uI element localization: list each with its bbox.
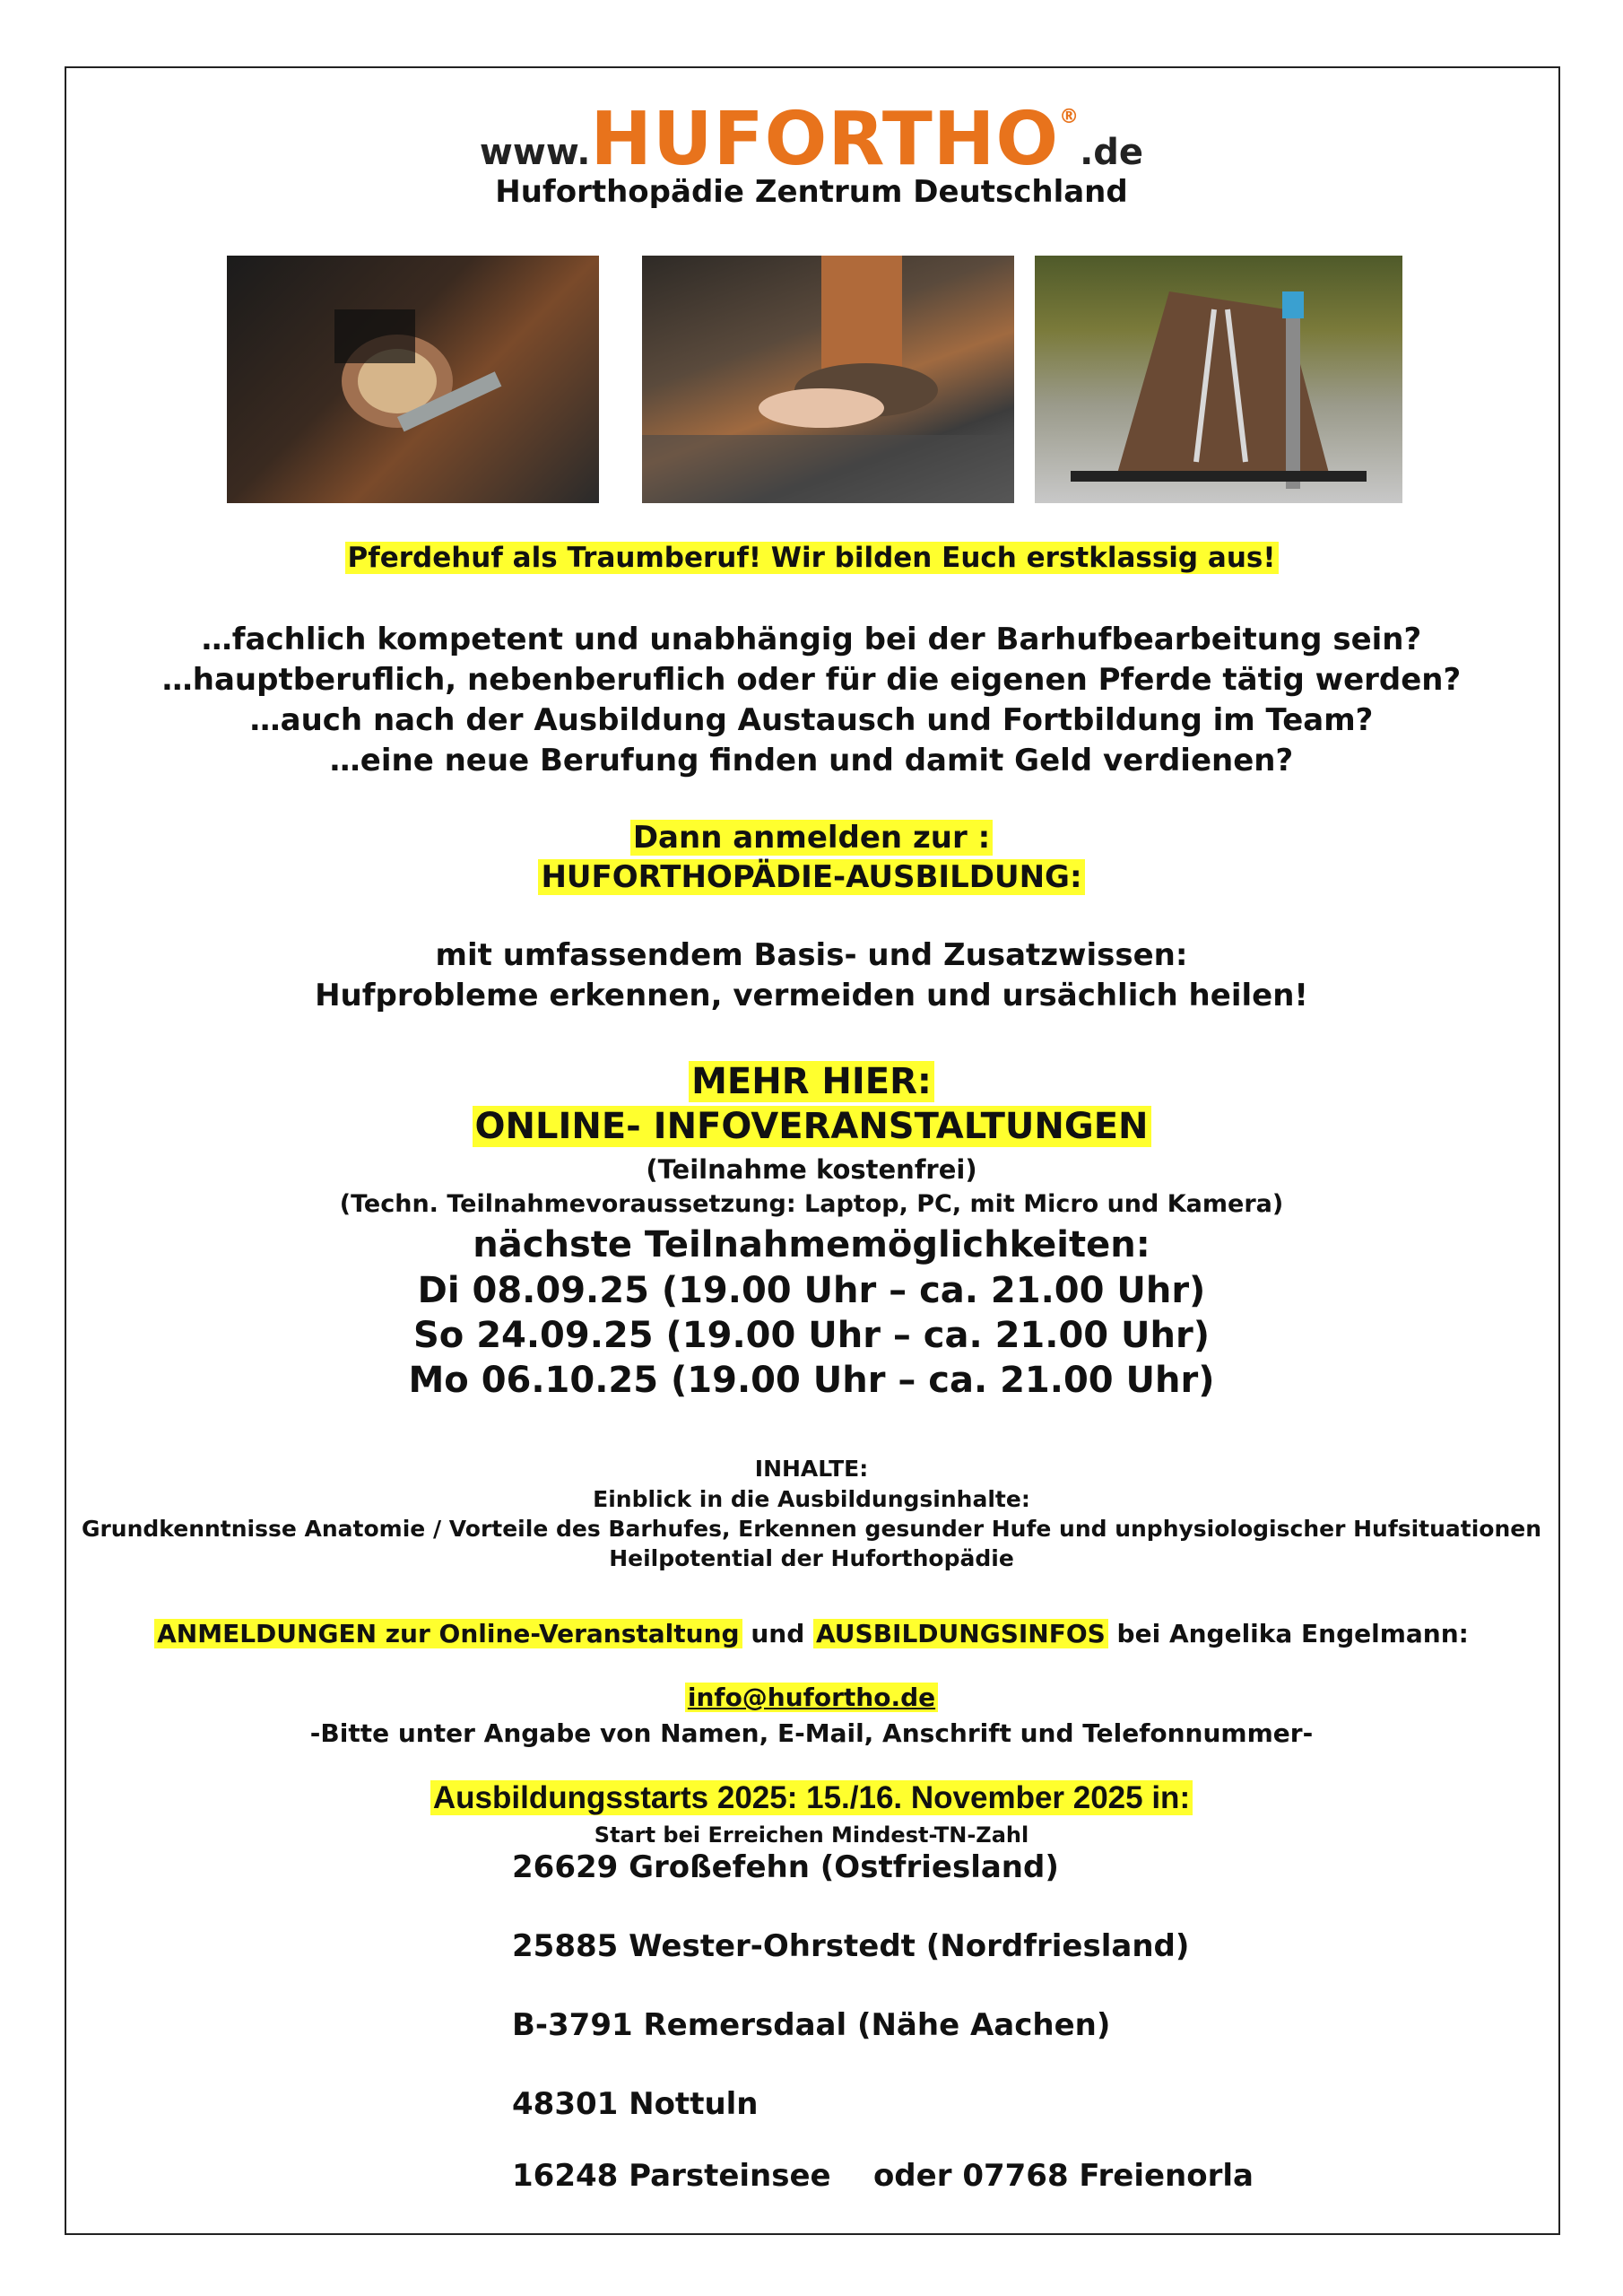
hoof-trimming-illustration [227, 256, 599, 503]
more-here-text: MEHR HIER: [689, 1061, 934, 1102]
hoof-trimming-photo [227, 256, 599, 503]
registration-and: und [742, 1619, 813, 1648]
registration-note: -Bitte unter Angabe von Namen, E-Mail, Anschrift und Telefonnummer- [309, 1718, 1314, 1748]
registration-contact: bei Angelika Engelmann: [1107, 1619, 1469, 1648]
location-3: B-3791 Remersdaal (Nähe Aachen) [512, 2007, 1111, 2043]
registration-online-event: ANMELDUNGEN zur Online-Veranstaltung [154, 1619, 742, 1648]
date-2: So 24.09.25 (19.00 Uhr – ca. 21.00 Uhr) [412, 1315, 1211, 1356]
email-line [0, 1683, 1623, 1712]
logo-brand-text: HUFORTHO [590, 97, 1060, 182]
cta-line-2 [0, 859, 1623, 895]
registered-mark: ® [1059, 106, 1081, 128]
date-3: Mo 06.10.25 (19.00 Uhr – ca. 21.00 Uhr) [408, 1360, 1215, 1401]
hoof-hand-photo [642, 256, 1014, 503]
headline-text: Pferdehuf als Traumberuf! Wir bilden Euch erstklassig aus! [345, 542, 1279, 574]
cta-line-1-text: Dann anmelden zur : [630, 820, 993, 856]
starts-title-text: Ausbildungsstarts 2025: 15./16. November 2025 in: [430, 1780, 1193, 1815]
location-4: 48301 Nottuln [512, 2086, 759, 2122]
contents-line-2: Grundkenntnisse Anatomie / Vorteile des Barhufes, Erkennen gesunder Hufe und unphysiologischer Hufsituationen [81, 1516, 1542, 1542]
tools-apron-photo [1035, 256, 1402, 503]
contents-line-3: Heilpotential der Huforthopädie [609, 1545, 1014, 1571]
logo-www: www. [479, 132, 591, 173]
starts-note: Start bei Erreichen Mindest-TN-Zahl [594, 1822, 1029, 1848]
question-3: …auch nach der Ausbildung Austausch und Fortbildung im Team? [249, 702, 1374, 738]
email-link[interactable]: info@hufortho.de [685, 1683, 938, 1712]
cta-line-2-text: HUFORTHOPÄDIE-AUSBILDUNG: [538, 859, 1084, 895]
subtitle: Huforthopädie Zentrum Deutschland [495, 174, 1128, 210]
online-events [0, 1106, 1623, 1147]
knowledge-line-1: mit umfassendem Basis- und Zusatzwissen: [435, 937, 1188, 973]
question-1: …fachlich kompetent und unabhängig bei der Barhufbearbeitung sein? [201, 622, 1422, 657]
free-participation: (Teilnahme kostenfrei) [646, 1154, 977, 1185]
knowledge-line-2: Hufprobleme erkennen, vermeiden und ursächlich heilen! [315, 978, 1308, 1013]
next-dates-title: nächste Teilnahmemöglichkeiten: [473, 1224, 1150, 1265]
date-1: Di 08.09.25 (19.00 Uhr – ca. 21.00 Uhr) [417, 1270, 1206, 1311]
location-5: 16248 Parsteinsee oder 07768 Freienorla [512, 2158, 1254, 2194]
headline [0, 542, 1623, 574]
location-1: 26629 Großefehn (Ostfriesland) [512, 1849, 1059, 1885]
online-events-text: ONLINE- INFOVERANSTALTUNGEN [473, 1106, 1151, 1147]
hoof-hand-illustration [642, 256, 1014, 503]
logo [0, 97, 1623, 182]
cta-line-1 [0, 820, 1623, 856]
registration-training-info: AUSBILDUNGSINFOS [813, 1619, 1108, 1648]
question-2: …hauptberuflich, nebenberuflich oder für die eigenen Pferde tätig werden? [161, 662, 1462, 698]
question-4: …eine neue Berufung finden und damit Geld verdienen? [329, 743, 1294, 778]
contents-line-1: Einblick in die Ausbildungsinhalte: [593, 1486, 1030, 1512]
logo-brand [590, 97, 1080, 182]
tools-apron-illustration [1035, 256, 1402, 503]
registration-line [0, 1619, 1623, 1648]
location-2: 25885 Wester-Ohrstedt (Nordfriesland) [512, 1928, 1190, 1964]
logo-domain: .de [1080, 132, 1144, 173]
more-here [0, 1061, 1623, 1102]
starts-title [0, 1780, 1623, 1816]
contents-title: INHALTE: [754, 1456, 869, 1482]
tech-requirements: (Techn. Teilnahmevoraussetzung: Laptop, PC, mit Micro und Kamera) [339, 1190, 1284, 1218]
